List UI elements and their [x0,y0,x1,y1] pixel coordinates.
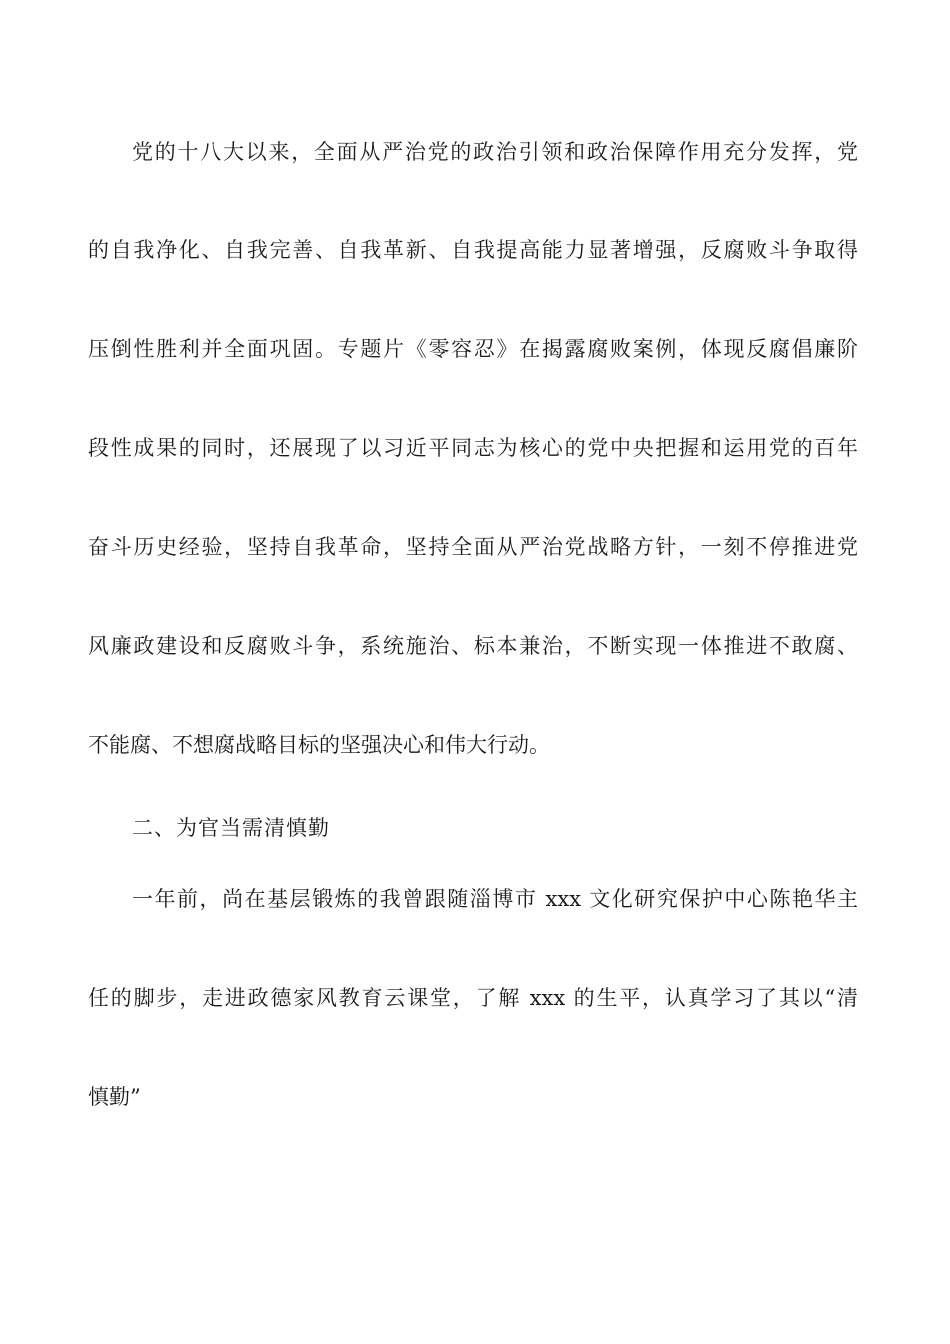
paragraph-1-line-3: 压倒性胜利并全面巩固。专题片《零容忍》在揭露腐败案例，体现反腐倡廉阶 [88,337,858,361]
paragraph-2-line-1: 一年前，尚在基层锻炼的我曾跟随淄博市 xxx 文化研究保护中心陈艳华主 [132,887,858,911]
paragraph-1-line-5: 奋斗历史经验，坚持自我革命，坚持全面从严治党战略方针，一刻不停推进党 [88,535,858,559]
paragraph-1-line-2: 的自我净化、自我完善、自我革新、自我提高能力显著增强，反腐败斗争取得 [88,238,858,262]
paragraph-1-line-1: 党的十八大以来，全面从严治党的政治引领和政治保障作用充分发挥，党 [132,140,858,164]
section-heading: 二、为官当需清慎勤 [132,816,330,840]
paragraph-1-line-6: 风廉政建设和反腐败斗争，系统施治、标本兼治，不断实现一体推进不敢腐、 [88,634,858,658]
paragraph-1-line-4: 段性成果的同时，还展现了以习近平同志为核心的党中央把握和运用党的百年 [88,436,858,460]
paragraph-2-line-2: 任的脚步，走进政德家风教育云课堂，了解 xxx 的生平，认真学习了其以“清 [88,986,858,1010]
paragraph-2-line-3: 慎勤” [88,1085,141,1109]
paragraph-1-line-7: 不能腐、不想腐战略目标的坚强决心和伟大行动。 [88,733,550,757]
